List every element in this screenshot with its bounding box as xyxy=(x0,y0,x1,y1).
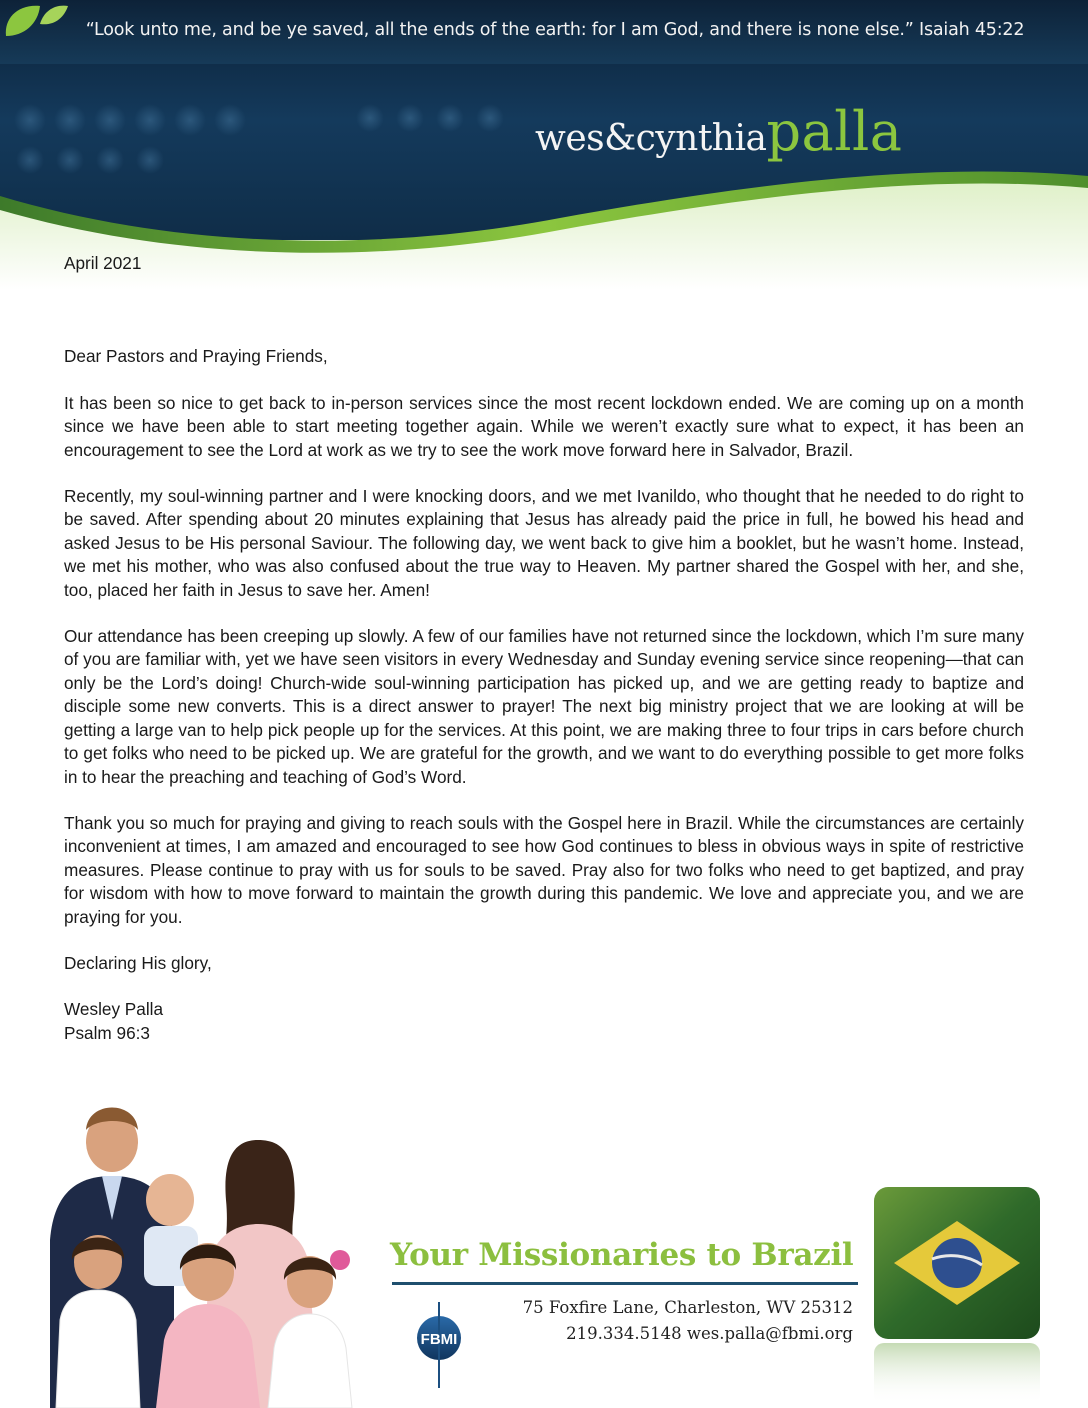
letter-paragraph: It has been so nice to get back to in-person services since the most recent lockdown ended. We are coming up on a month since we have been able to start meeting together again. While we weren’t exactly sure what to expect, it has been an encouragement to see the Lord at work as we try to see the work move forward here in Salvador, Brazil. xyxy=(64,392,1024,460)
letter-paragraph: Our attendance has been creeping up slowly. A few of our families have not returned since the lockdown, which I’m sure many of you are familiar with, yet we have seen visitors in every Wednesday and Sunday evening service since reopening—that can only be the Lord’s doing! Church-wide soul-winning participation has picked up, and we are getting ready to baptize and disciple some new converts. This is a direct answer to prayer! The next big ministry project that we are looking at will be getting a large van to help pick people up for the services. At this point, we are making three to four trips in cars before church to get folks who need to be picked up. We are grateful for the growth, and we want to do everything possible to get more folks in to hear the preaching and teaching of God’s Word. xyxy=(64,626,1024,787)
brand-first-name: wes&cynthia xyxy=(535,118,767,159)
letter-greeting: Dear Pastors and Praying Friends, xyxy=(64,346,328,367)
brand-last-name: palla xyxy=(766,100,903,163)
scripture-quote: “Look unto me, and be ye saved, all the ends of the earth: for I am God, and there is none else.” Isaiah 45:22 xyxy=(85,20,1025,40)
fbmi-logo-text: FBMI xyxy=(420,1331,458,1348)
letter-closing: Declaring His glory, xyxy=(64,952,212,973)
fbmi-logo xyxy=(415,1300,463,1390)
missionary-tagline: Your Missionaries to Brazil xyxy=(390,1237,854,1273)
signature-name: Wesley Palla xyxy=(64,999,164,1020)
letter-body xyxy=(64,252,1024,1045)
mailing-address: 75 Foxfire Lane, Charleston, WV 25312 xyxy=(522,1298,853,1317)
letterhead-banner xyxy=(0,0,1088,290)
letter-paragraph: Thank you so much for praying and giving to reach souls with the Gospel here in Brazil. While the circumstances are certainly inconvenient at times, I am amazed and encouraged to see how God continues to bless in obvious ways in spite of restrictive measures. Please continue to pray with us for souls to be saved. Pray also for two folks who need to get baptized, and pray for wisdom with how to move forward to maintain the growth during this pandemic. We love and appreciate you, and we are praying for you. xyxy=(64,812,1024,927)
letter-paragraph: Recently, my soul-winning partner and I were knocking doors, and we met Ivanildo, who thought that he needed to do right to be saved. After spending about 20 minutes explaining that Jesus has already paid the price in full, he bowed his head and asked Jesus to be His personal Saviour. The following day, we went back to give him a booklet, but he wasn’t home. Instead, we met his mother, who was also confused about the true way to Heaven. My partner shared the Gospel with her, and she, too, placed her faith in Jesus to save her. Amen! xyxy=(64,486,1024,600)
family-photo xyxy=(40,1090,400,1408)
leaf-icon xyxy=(0,0,70,40)
signature-verse: Psalm 96:3 xyxy=(64,1022,150,1043)
contact-info: 219.334.5148 wes.palla@fbmi.org xyxy=(566,1324,853,1343)
tagline-divider xyxy=(392,1282,858,1285)
brand-logo xyxy=(535,100,902,163)
brazil-flag-icon xyxy=(870,1185,1046,1408)
letter-date: April 2021 xyxy=(64,253,142,273)
